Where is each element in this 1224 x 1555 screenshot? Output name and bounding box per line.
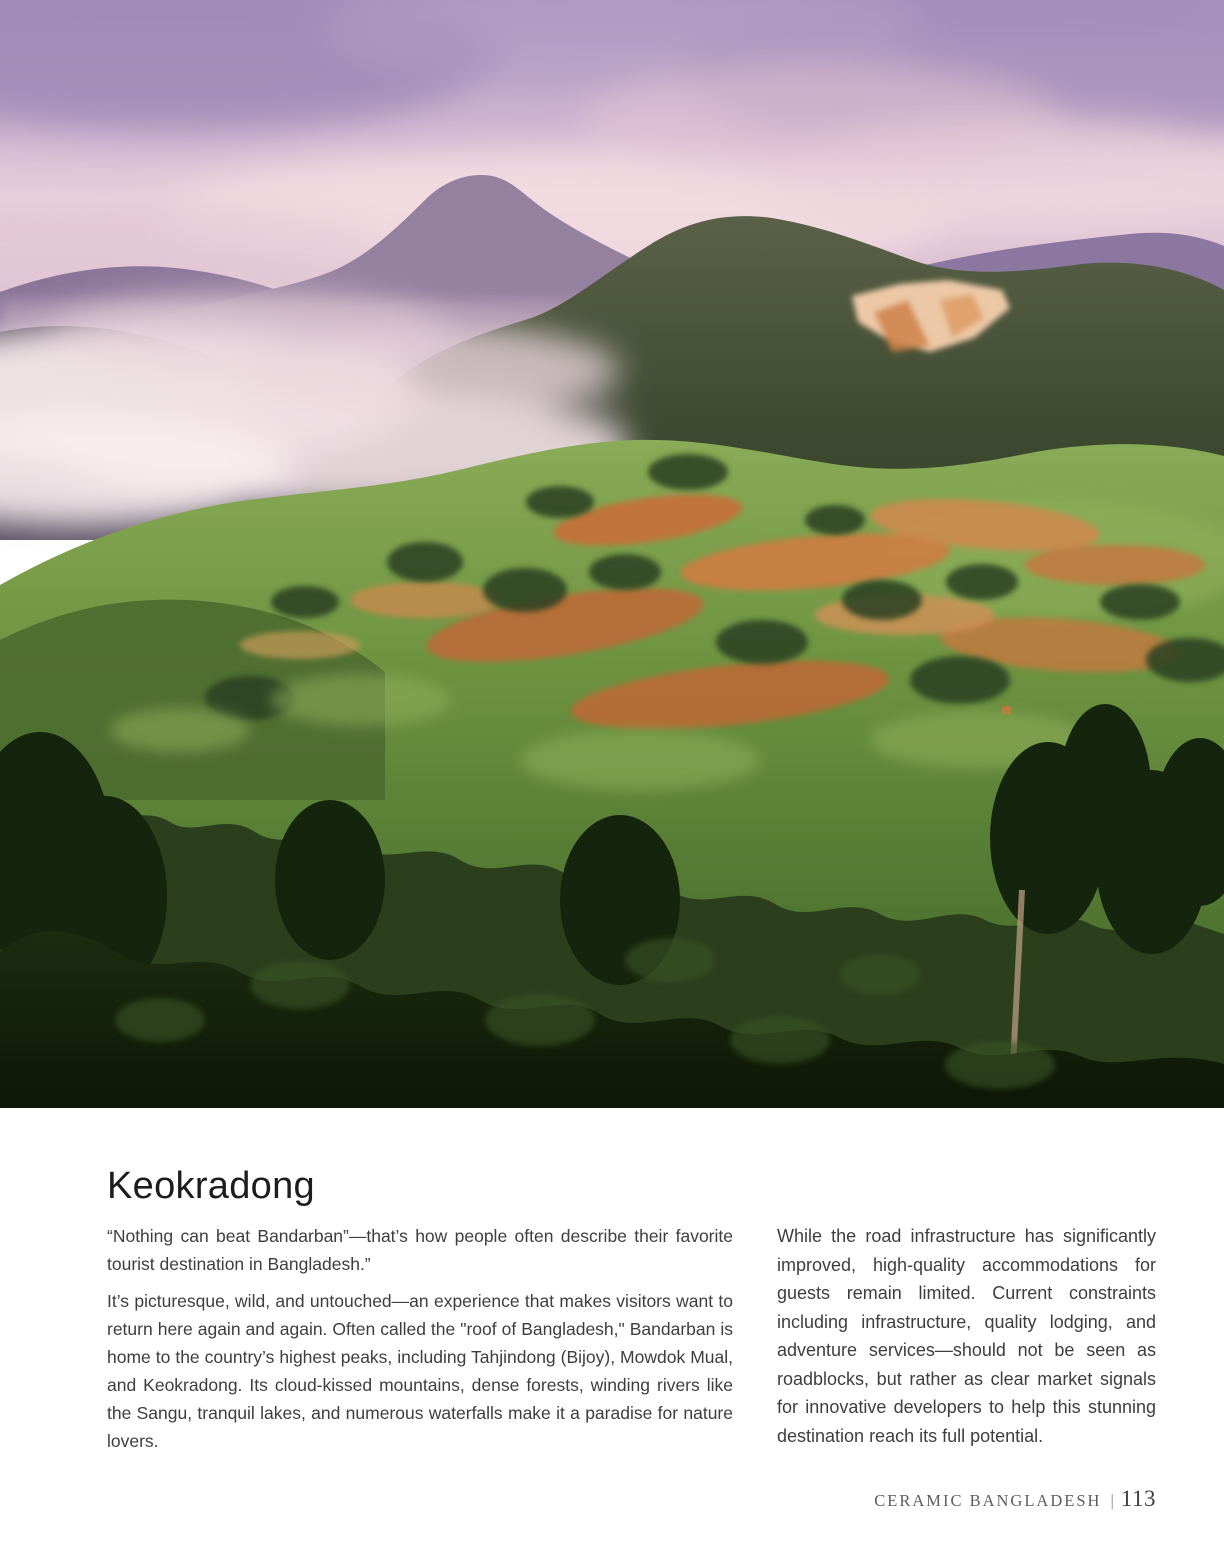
right-column: [777, 1222, 1156, 1450]
outlook-paragraph: While the road infrastructure has significantly improved, high-quality accommodations for guests remain limited. Current constraints including infrastructure, quality lodging, and adventure services—should not be seen as roadblocks, but rather as clear market signals for innovative developers to help this stunning destination reach its full potential.: [777, 1226, 1156, 1446]
footer-separator: |: [1110, 1491, 1114, 1510]
page-number: 113: [1120, 1486, 1156, 1511]
quote-paragraph: “Nothing can beat Bandarban”—that’s how people often describe their favorite tourist destination in Bangladesh.”: [107, 1226, 733, 1274]
description-paragraph: It’s picturesque, wild, and untouched—an experience that makes visitors want to return here again and again. Often called the "roof of Bangladesh," Bandarban is home to the country’s highest peaks, including Tahjindong (Bijoy), Mowdok Mual, and Keokradong. Its cloud-kissed mountains, dense forests, winding rivers like the Sangu, tranquil lakes, and numerous waterfalls make it a paradise for nature lovers.: [107, 1291, 733, 1451]
magazine-name: CERAMIC BANGLADESH: [874, 1491, 1102, 1510]
page-title: Keokradong: [107, 1165, 315, 1207]
left-column: [107, 1222, 733, 1455]
page-footer: [874, 1486, 1156, 1512]
article: [107, 1164, 1156, 1455]
article-columns: [107, 1222, 1156, 1455]
